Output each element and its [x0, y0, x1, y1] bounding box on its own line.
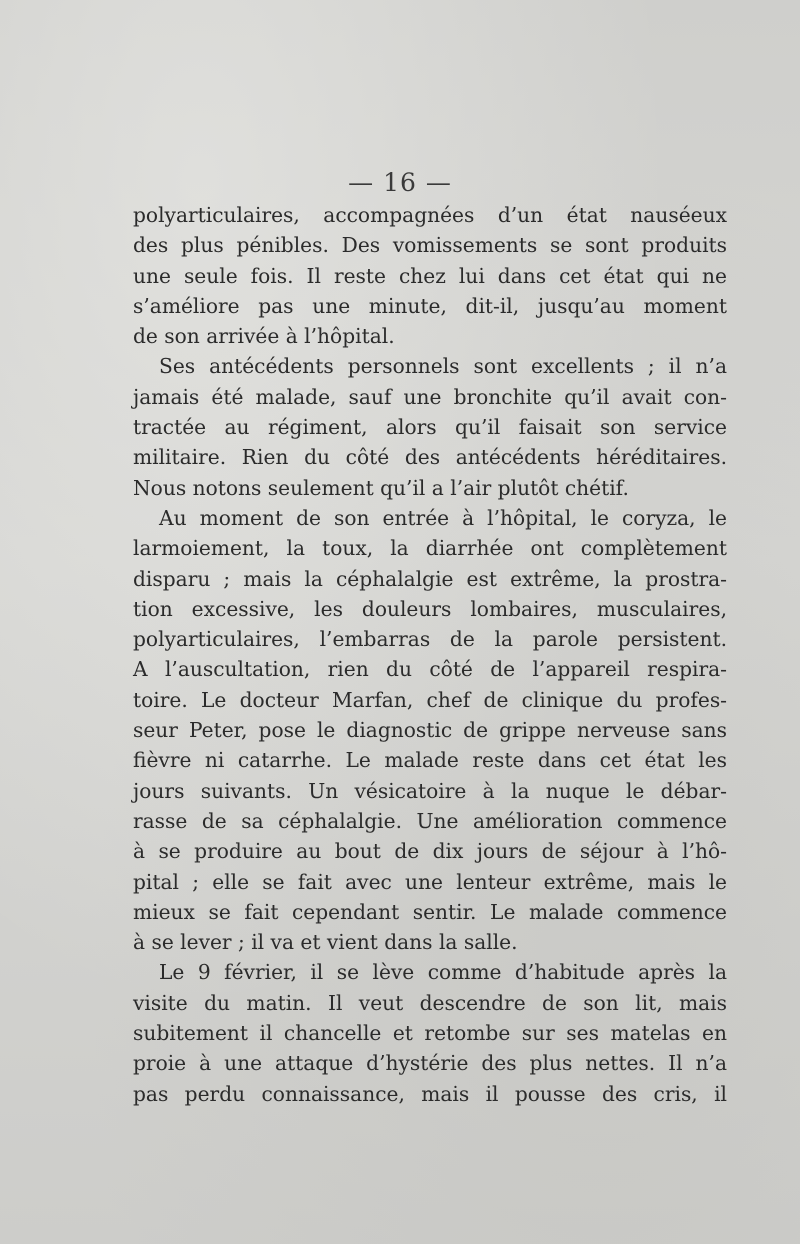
text-line: toire. Le docteur Marfan, chef de clinique du profes-	[133, 687, 727, 712]
text-line: larmoiement, la toux, la diarrhée ont complètement	[133, 536, 727, 561]
text-line: de son arrivée à l’hôpital.	[133, 324, 395, 349]
text-line: Nous notons seulement qu’il a l’air plutôt chétif.	[133, 475, 629, 500]
text-line: Au moment de son entrée à l’hôpital, le coryza, le	[159, 505, 727, 530]
text-line: A l’auscultation, rien du côté de l’appareil respira-	[133, 657, 727, 682]
text-line: jours suivants. Un vésicatoire à la nuque le débar-	[133, 778, 727, 803]
page-number: — 16 —	[348, 168, 452, 197]
text-line: polyarticulaires, l’embarras de la parole persistent.	[133, 627, 727, 652]
text-line: tractée au régiment, alors qu’il faisait son service	[133, 415, 727, 440]
text-line: militaire. Rien du côté des antécédents héréditaires.	[133, 445, 727, 470]
text-line: mieux se fait cependant sentir. Le malade commence	[133, 899, 727, 924]
text-line: pas perdu connaissance, mais il pousse des cris, il	[133, 1081, 727, 1106]
text-line: Ses antécédents personnels sont excellents ; il n’a	[159, 354, 727, 379]
text-line: rasse de sa céphalalgie. Une amélioration commence	[133, 808, 727, 833]
text-line: pital ; elle se fait avec une lenteur extrême, mais le	[133, 869, 727, 894]
text-line: à se produire au bout de dix jours de séjour à l’hô-	[133, 839, 727, 864]
body-text	[133, 200, 727, 1109]
text-line: jamais été malade, sauf une bronchite qu’il avait con-	[133, 384, 727, 409]
text-line: polyarticulaires, accompagnées d’un état nauséeux	[133, 203, 727, 227]
text-line: proie à une attaque d’hystérie des plus nettes. Il n’a	[133, 1051, 727, 1076]
text-line: fièvre ni catarrhe. Le malade reste dans cet état les	[133, 748, 727, 773]
text-line: à se lever ; il va et vient dans la salle.	[133, 930, 518, 955]
text-line: des plus pénibles. Des vomissements se sont produits	[133, 233, 727, 258]
text-line: visite du matin. Il veut descendre de son lit, mais	[133, 990, 727, 1015]
text-line: s’améliore pas une minute, dit-il, jusqu’au moment	[133, 293, 727, 318]
text-line: Le 9 février, il se lève comme d’habitude après la	[159, 960, 727, 985]
text-line: seur Peter, pose le diagnostic de grippe nerveuse sans	[133, 718, 727, 743]
text-line: tion excessive, les douleurs lombaires, musculaires,	[133, 596, 727, 621]
text-line: subitement il chancelle et retombe sur ses matelas en	[133, 1021, 727, 1046]
text-line: disparu ; mais la céphalalgie est extrême, la prostra-	[133, 566, 727, 591]
text-line: une seule fois. Il reste chez lui dans cet état qui ne	[133, 263, 727, 288]
